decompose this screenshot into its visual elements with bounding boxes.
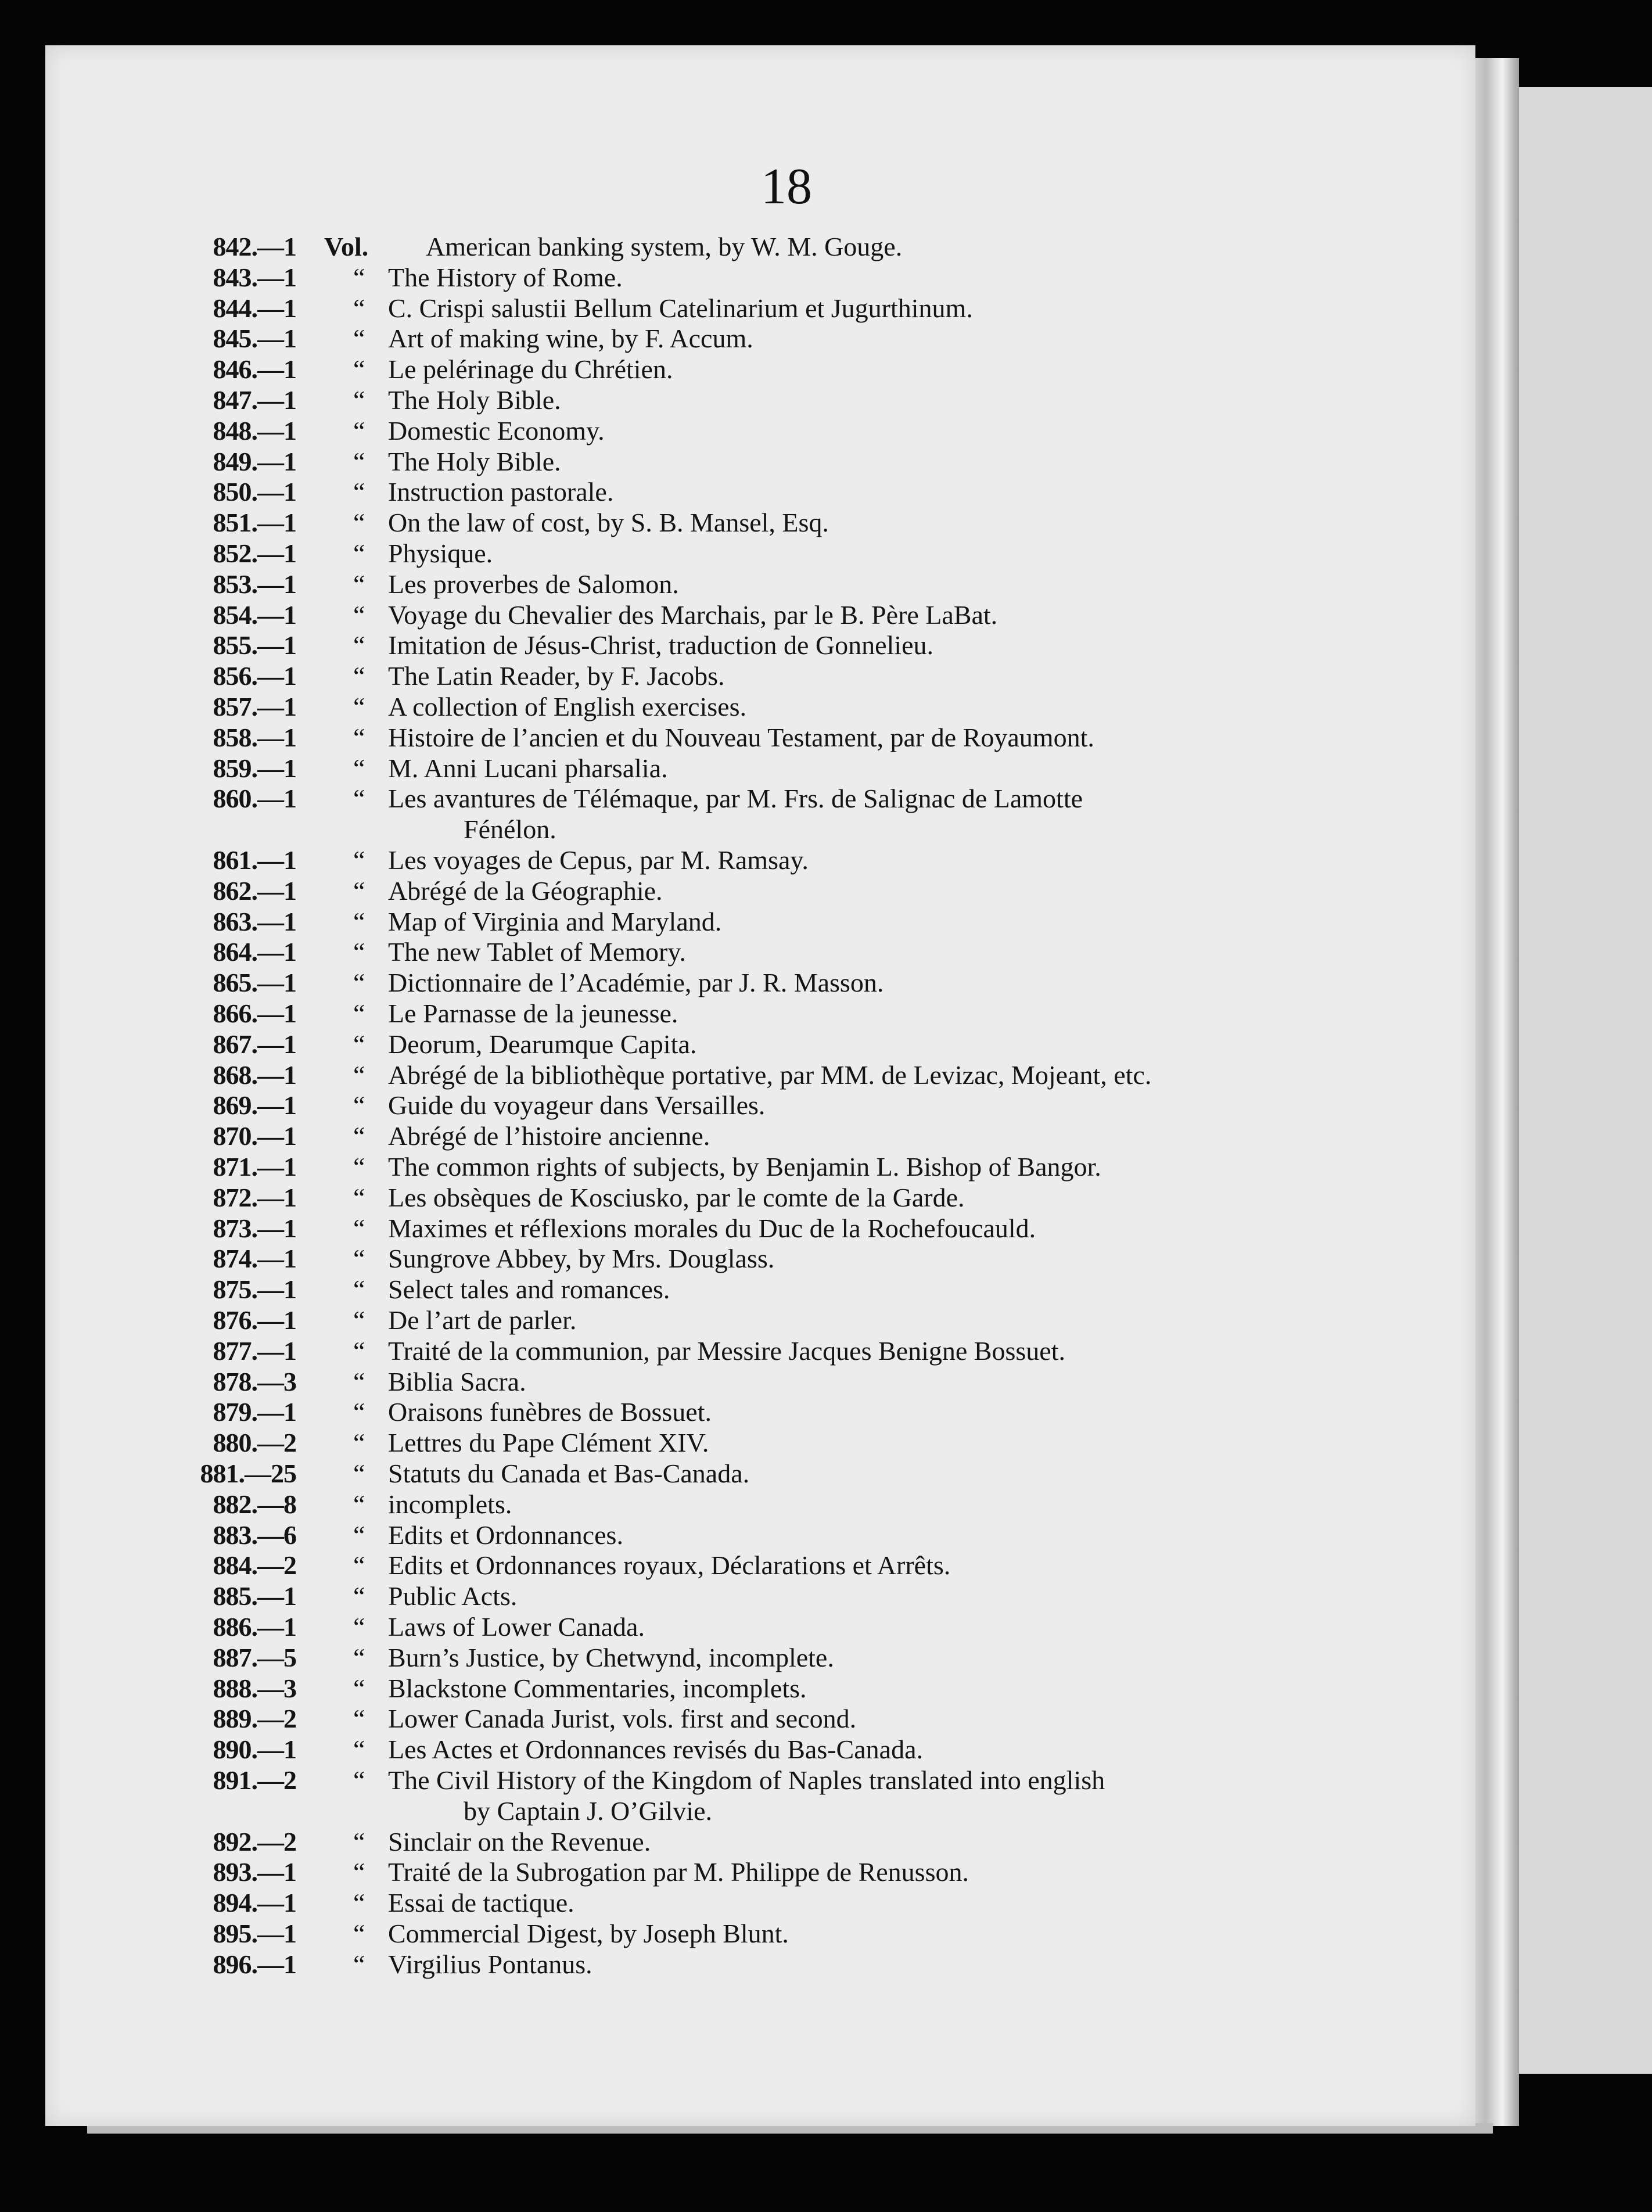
catalogue-entry (45, 354, 1475, 385)
catalogue-entry (45, 1243, 1475, 1274)
entry-title: Le Parnasse de la jeunesse. (388, 999, 678, 1028)
entry-number: 878.—3 (213, 1366, 296, 1396)
entry-number: 861.—1 (213, 845, 296, 875)
catalogue-entry (45, 1734, 1475, 1765)
catalogue-entry (45, 1121, 1475, 1152)
entry-number: 877.—1 (213, 1335, 296, 1366)
ditto-mark: “ (353, 1581, 365, 1611)
entry-number: 854.—1 (213, 599, 296, 630)
catalogue-entry (45, 507, 1475, 538)
entry-number: 879.—1 (213, 1397, 296, 1427)
entry-title: Guide du voyageur dans Versailles. (388, 1090, 766, 1121)
entry-title: Laws of Lower Canada. (388, 1612, 645, 1642)
ditto-mark: “ (353, 968, 365, 998)
ditto-mark: “ (353, 1335, 365, 1366)
catalogue-entry (45, 845, 1475, 876)
ditto-mark: “ (353, 508, 365, 538)
entry-title: Histoire de l’ancien et du Nouveau Testament, par de Royaumont. (388, 722, 1094, 752)
entry-title: incomplets. (388, 1489, 512, 1519)
catalogue-entry (45, 1090, 1475, 1121)
entry-title: Edits et Ordonnances royaux, Déclarations et Arrêts. (388, 1550, 951, 1581)
ditto-mark: “ (353, 262, 365, 292)
entry-title: Deorum, Dearumque Capita. (388, 1029, 697, 1059)
ditto-mark: “ (353, 1949, 365, 1979)
entry-number: 884.—2 (213, 1550, 296, 1581)
page-number: 18 (761, 159, 812, 215)
catalogue-entry (45, 1611, 1475, 1643)
entry-number: 851.—1 (213, 508, 296, 538)
entry-number: 883.—6 (213, 1520, 296, 1550)
ditto-mark: “ (353, 753, 365, 783)
entry-number: 850.—1 (213, 477, 296, 507)
entry-title: Map of Virginia and Maryland. (388, 906, 722, 936)
entry-number: 895.—1 (213, 1919, 296, 1948)
catalogue-entry (45, 476, 1475, 508)
ditto-mark: “ (353, 1274, 365, 1305)
entry-number: 844.—1 (213, 293, 296, 323)
entry-number: 888.—3 (213, 1673, 296, 1703)
entry-number: 842.—1 (213, 232, 296, 261)
entry-number: 874.—1 (213, 1244, 296, 1274)
entry-number: 853.—1 (213, 569, 296, 599)
entry-number: 867.—1 (213, 1029, 296, 1059)
entry-number: 882.—8 (213, 1489, 296, 1519)
entry-number: 848.—1 (213, 415, 296, 446)
entry-number: 896.—1 (213, 1949, 296, 1979)
catalogue-entry (45, 783, 1475, 814)
catalogue-entry (45, 1151, 1475, 1183)
ditto-mark: “ (353, 1919, 365, 1948)
ditto-mark: “ (353, 569, 365, 599)
catalogue-entry (45, 1458, 1475, 1489)
ditto-mark: “ (353, 875, 365, 906)
ditto-mark: “ (353, 1182, 365, 1212)
entry-number: 894.—1 (213, 1888, 296, 1918)
entry-title: Sungrove Abbey, by Mrs. Douglass. (388, 1244, 775, 1274)
ditto-mark: “ (353, 354, 365, 385)
entry-title: The Holy Bible. (388, 385, 561, 415)
entry-number: 864.—1 (213, 937, 296, 967)
ditto-mark: “ (353, 599, 365, 630)
entry-title: The common rights of subjects, by Benjamin L. Bishop of Bangor. (388, 1152, 1101, 1182)
entry-title: Lettres du Pape Clément XIV. (388, 1428, 709, 1458)
catalogue-entry (45, 1396, 1475, 1428)
catalogue-entry (45, 231, 1475, 263)
ditto-mark: “ (353, 999, 365, 1028)
entry-title: Fénélon. (464, 814, 556, 845)
ditto-mark: “ (353, 1397, 365, 1427)
entry-title: Physique. (388, 538, 493, 568)
catalogue-entry (45, 415, 1475, 447)
entry-number: 873.—1 (213, 1213, 296, 1243)
catalogue-entry (45, 722, 1475, 753)
catalogue-entry (45, 936, 1475, 968)
ditto-mark: “ (353, 1090, 365, 1121)
ditto-mark: “ (353, 1520, 365, 1550)
entry-title: The History of Rome. (388, 262, 623, 292)
ditto-mark: “ (353, 661, 365, 691)
ditto-mark: “ (353, 1428, 365, 1458)
entry-number: 871.—1 (213, 1152, 296, 1182)
ditto-mark: “ (353, 845, 365, 875)
catalogue-entry (45, 875, 1475, 907)
entry-title: Blackstone Commentaries, incomplets. (388, 1673, 807, 1703)
entry-title: Select tales and romances. (388, 1274, 670, 1305)
catalogue-entry (45, 538, 1475, 569)
ditto-mark: “ (353, 1642, 365, 1672)
entry-title: A collection of English exercises. (388, 692, 747, 721)
catalogue-entry (45, 1029, 1475, 1060)
entry-title: Biblia Sacra. (388, 1366, 526, 1396)
catalogue-entry (45, 1918, 1475, 1949)
catalogue-entry (45, 323, 1475, 354)
entry-number: 868.—1 (213, 1060, 296, 1090)
entry-title: Essai de tactique. (388, 1888, 574, 1918)
ditto-mark: “ (353, 1305, 365, 1335)
entry-number: 890.—1 (213, 1735, 296, 1765)
ditto-mark: “ (353, 385, 365, 415)
catalogue-entry (45, 1826, 1475, 1858)
entry-number: 847.—1 (213, 385, 296, 415)
entry-number: 886.—1 (213, 1612, 296, 1642)
entry-number: 889.—2 (213, 1704, 296, 1734)
ditto-mark: “ (353, 722, 365, 752)
entry-title: Abrégé de l’histoire ancienne. (388, 1121, 710, 1151)
catalogue-entry (45, 967, 1475, 999)
ditto-mark: “ (353, 1735, 365, 1765)
ditto-mark: “ (353, 1152, 365, 1182)
entry-number: 863.—1 (213, 906, 296, 936)
catalogue-entry (45, 753, 1475, 784)
ditto-mark: “ (353, 937, 365, 967)
entry-number: 852.—1 (213, 538, 296, 568)
catalogue-entry (45, 1642, 1475, 1674)
catalogue-entry (45, 1673, 1475, 1704)
adjacent-page (1513, 87, 1652, 2074)
ditto-mark: “ (353, 1213, 365, 1243)
catalogue-entry (45, 262, 1475, 293)
ditto-mark: “ (353, 446, 365, 476)
entry-title: Dictionnaire de l’Académie, par J. R. Masson. (388, 968, 884, 998)
catalogue-entry (45, 1427, 1475, 1459)
entry-title: Les proverbes de Salomon. (388, 569, 679, 599)
entry-title: Traité de la Subrogation par M. Philippe de Renusson. (388, 1857, 969, 1887)
catalogue-entry (45, 1949, 1475, 1980)
entry-title: C. Crispi salustii Bellum Catelinarium et Jugurthinum. (388, 293, 973, 323)
ditto-mark: “ (353, 784, 365, 814)
entry-title: Domestic Economy. (388, 415, 605, 446)
catalogue-entry (45, 906, 1475, 938)
entry-volume-label: Vol. (324, 232, 369, 261)
ditto-mark: “ (353, 1029, 365, 1059)
ditto-mark: “ (353, 538, 365, 568)
catalogue-entry (45, 1305, 1475, 1336)
catalogue-entry-continuation (45, 1796, 1475, 1827)
ditto-mark: “ (353, 1612, 365, 1642)
entry-number: 859.—1 (213, 753, 296, 783)
entry-title: Le pelérinage du Chrétien. (388, 354, 673, 385)
entry-number: 865.—1 (213, 968, 296, 998)
entry-title: Traité de la communion, par Messire Jacques Benigne Bossuet. (388, 1335, 1065, 1366)
entry-title: Public Acts. (388, 1581, 518, 1611)
entry-number: 887.—5 (213, 1642, 296, 1672)
ditto-mark: “ (353, 906, 365, 936)
entry-title: On the law of cost, by S. B. Mansel, Esq. (388, 508, 829, 538)
entry-number: 885.—1 (213, 1581, 296, 1611)
entry-title: The new Tablet of Memory. (388, 937, 686, 967)
entry-title: M. Anni Lucani pharsalia. (388, 753, 668, 783)
catalogue-entry (45, 660, 1475, 692)
catalogue-entry (45, 1520, 1475, 1551)
catalogue-entry (45, 293, 1475, 324)
entry-title: Sinclair on the Revenue. (388, 1826, 651, 1857)
entry-number: 846.—1 (213, 354, 296, 385)
entry-title: Les Actes et Ordonnances revisés du Bas-Canada. (388, 1735, 923, 1765)
entry-title: Les avantures de Télémaque, par M. Frs. de Salignac de Lamotte (388, 784, 1083, 814)
catalogue-entry (45, 1581, 1475, 1612)
ditto-mark: “ (353, 1550, 365, 1581)
catalogue-page (45, 45, 1475, 2126)
entry-title: Art of making wine, by F. Accum. (388, 324, 753, 354)
entry-number: 880.—2 (213, 1428, 296, 1458)
entry-number: 876.—1 (213, 1305, 296, 1335)
entry-number: 857.—1 (213, 692, 296, 721)
ditto-mark: “ (353, 415, 365, 446)
entry-number: 845.—1 (213, 324, 296, 354)
ditto-mark: “ (353, 324, 365, 354)
catalogue-entry (45, 446, 1475, 477)
ditto-mark: “ (353, 1857, 365, 1887)
catalogue-entry (45, 1060, 1475, 1091)
entry-title: Maximes et réflexions morales du Duc de la Rochefoucauld. (388, 1213, 1036, 1243)
catalogue-entry (45, 1703, 1475, 1735)
catalogue-entry (45, 1335, 1475, 1367)
entry-title: The Latin Reader, by F. Jacobs. (388, 661, 725, 691)
ditto-mark: “ (353, 1826, 365, 1857)
ditto-mark: “ (353, 1888, 365, 1918)
ditto-mark: “ (353, 1459, 365, 1488)
entry-title: Oraisons funèbres de Bossuet. (388, 1397, 712, 1427)
catalogue-entry (45, 691, 1475, 723)
entry-number: 862.—1 (213, 875, 296, 906)
entry-number: 893.—1 (213, 1857, 296, 1887)
entry-title: Voyage du Chevalier des Marchais, par le B. Père LaBat. (388, 599, 998, 630)
catalogue-entry (45, 1489, 1475, 1520)
entry-title: Abrégé de la bibliothèque portative, par MM. de Levizac, Mojeant, etc. (388, 1060, 1152, 1090)
entry-title: Les voyages de Cepus, par M. Ramsay. (388, 845, 809, 875)
entry-title: Burn’s Justice, by Chetwynd, incomplete. (388, 1642, 834, 1672)
ditto-mark: “ (353, 1121, 365, 1151)
ditto-mark: “ (353, 1765, 365, 1795)
entry-number: 881.—25 (200, 1459, 296, 1488)
ditto-mark: “ (353, 1704, 365, 1734)
entry-title: Instruction pastorale. (388, 477, 614, 507)
entry-title: Imitation de Jésus-Christ, traduction de Gonnelieu. (388, 630, 933, 660)
catalogue-entry (45, 1887, 1475, 1919)
ditto-mark: “ (353, 477, 365, 507)
entry-title: De l’art de parler. (388, 1305, 577, 1335)
entry-title: by Captain J. O’Gilvie. (464, 1796, 712, 1826)
entry-title: Statuts du Canada et Bas-Canada. (388, 1459, 750, 1488)
entry-title: American banking system, by W. M. Gouge. (426, 232, 903, 261)
entry-number: 856.—1 (213, 661, 296, 691)
catalogue-entry (45, 1274, 1475, 1305)
ditto-mark: “ (353, 692, 365, 721)
entry-number: 891.—2 (213, 1765, 296, 1795)
catalogue-entry (45, 630, 1475, 661)
entry-title: Les obsèques de Kosciusko, par le comte de la Garde. (388, 1182, 965, 1212)
entry-title: The Civil History of the Kingdom of Naples translated into english (388, 1765, 1105, 1795)
catalogue-entry (45, 1213, 1475, 1244)
ditto-mark: “ (353, 1366, 365, 1396)
entry-number: 858.—1 (213, 722, 296, 752)
catalogue-entry (45, 569, 1475, 600)
entry-number: 872.—1 (213, 1182, 296, 1212)
entry-title: Commercial Digest, by Joseph Blunt. (388, 1919, 789, 1948)
entry-number: 869.—1 (213, 1090, 296, 1121)
ditto-mark: “ (353, 293, 365, 323)
entry-number: 849.—1 (213, 446, 296, 476)
catalogue-entry-continuation (45, 814, 1475, 845)
catalogue-entry (45, 1366, 1475, 1398)
ditto-mark: “ (353, 630, 365, 660)
ditto-mark: “ (353, 1673, 365, 1703)
entry-number: 875.—1 (213, 1274, 296, 1305)
entry-title: The Holy Bible. (388, 446, 561, 476)
catalogue-entry (45, 998, 1475, 1029)
entry-number: 855.—1 (213, 630, 296, 660)
entry-title: Virgilius Pontanus. (388, 1949, 592, 1979)
catalogue-entry (45, 599, 1475, 631)
entry-number: 870.—1 (213, 1121, 296, 1151)
ditto-mark: “ (353, 1489, 365, 1519)
catalogue-entry (45, 1550, 1475, 1581)
entry-title: Abrégé de la Géographie. (388, 875, 663, 906)
entry-number: 892.—2 (213, 1826, 296, 1857)
entry-number: 843.—1 (213, 262, 296, 292)
catalogue-entry (45, 385, 1475, 416)
entry-number: 866.—1 (213, 999, 296, 1028)
entry-title: Lower Canada Jurist, vols. first and second. (388, 1704, 857, 1734)
entry-title: Edits et Ordonnances. (388, 1520, 623, 1550)
catalogue-entry (45, 1857, 1475, 1888)
catalogue-entry (45, 1765, 1475, 1796)
catalogue-entry (45, 1182, 1475, 1213)
ditto-mark: “ (353, 1060, 365, 1090)
entry-number: 860.—1 (213, 784, 296, 814)
ditto-mark: “ (353, 1244, 365, 1274)
